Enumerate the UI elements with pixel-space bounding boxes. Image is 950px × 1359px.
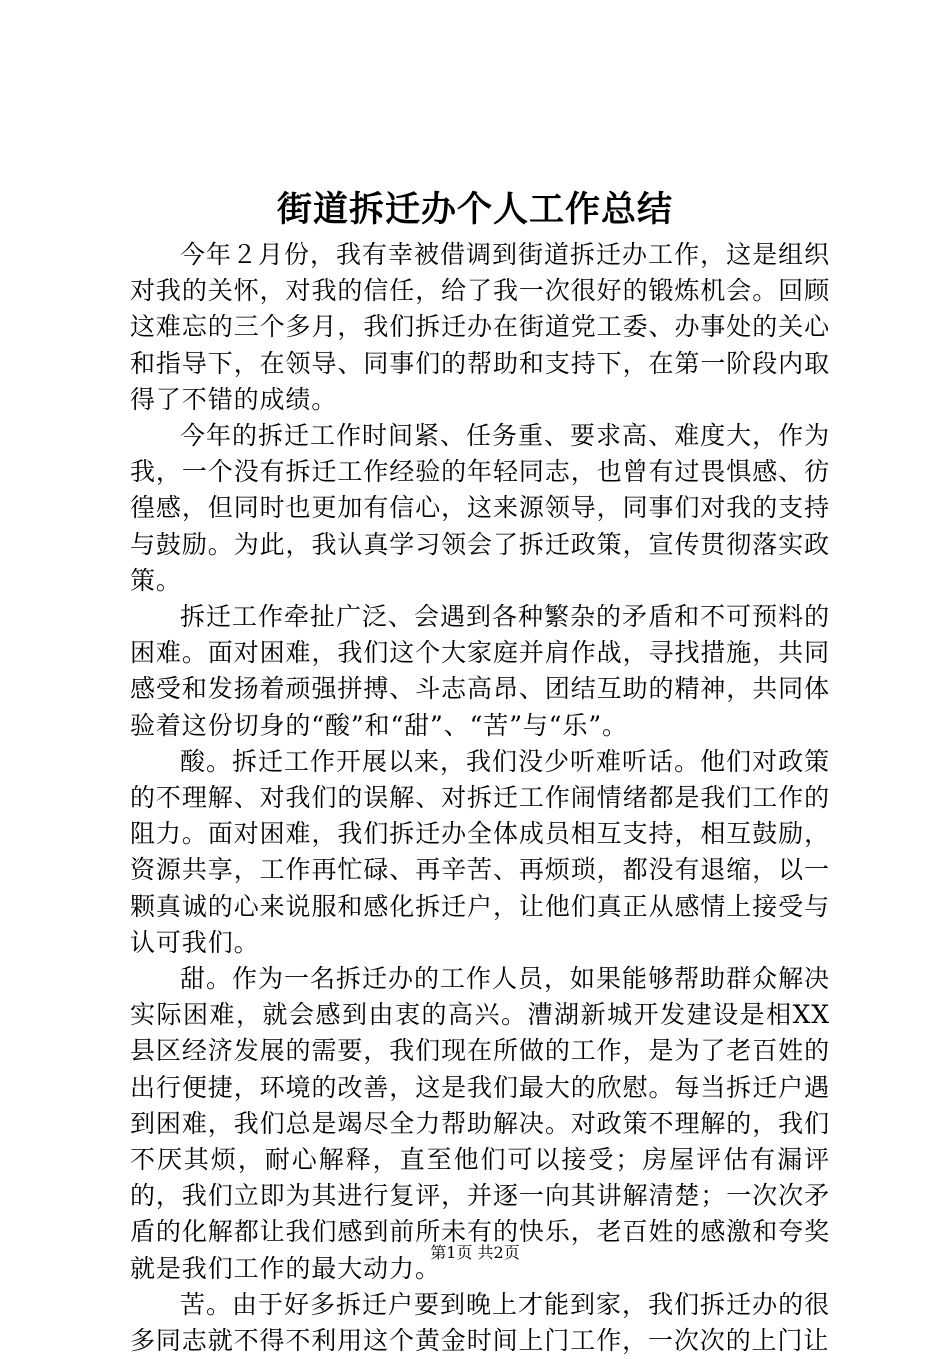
document-body: [130, 237, 830, 1359]
paragraph: 今年２月份，我有幸被借调到街道拆迁办工作，这是组织对我的关怀，对我的信任，给了我一次很好的锻炼机会。回顾这难忘的三个多月，我们拆迁办在街道党工委、办事处的关心和指导下，在领导、同事们的帮助和支持下，在第一阶段内取得了不错的成绩。: [130, 240, 830, 414]
paragraph: 拆迁工作牵扯广泛、会遇到各种繁杂的矛盾和不可预料的困难。面对困难，我们这个大家庭并肩作战，寻找措施，共同感受和发扬着顽强拼搏、斗志高昂、团结互助的精神，共同体验着这份切身的“酸”和“甜”、“苦”与“乐”。: [130, 602, 830, 740]
paragraph: 甜。作为一名拆迁办的工作人员，如果能够帮助群众解决实际困难，就会感到由衷的高兴。漕湖新城开发建设是相XX县区经济发展的需要，我们现在所做的工作，是为了老百姓的出行便捷，环境的改善，这是我们最大的欣慰。每当拆迁户遇到困难，我们总是竭尽全力帮助解决。对政策不理解的，我们不厌其烦，耐心解释，直至他们可以接受；房屋评估有漏评的，我们立即为其进行复评，并逐一向其讲解清楚；一次次矛盾的化解都让我们感到前所未有的快乐，老百姓的感激和夸奖就是我们工作的最大动力。: [130, 964, 830, 1283]
page-footer: 第1页 共2页: [430, 1243, 520, 1262]
paragraph: 酸。拆迁工作开展以来，我们没少听难听话。他们对政策的不理解、对我们的误解、对拆迁工作闹情绪都是我们工作的阻力。面对困难，我们拆迁办全体成员相互支持，相互鼓励，资源共享，工作再忙碌、再辛苦、再烦琐，都没有退缩，以一颗真诚的心来说服和感化拆迁户，让他们真正从感情上接受与认可我们。: [130, 746, 830, 957]
paragraph: 今年的拆迁工作时间紧、任务重、要求高、难度大，作为我，一个没有拆迁工作经验的年轻同志，也曾有过畏惧感、彷徨感，但同时也更加有信心，这来源领导，同事们对我的支持与鼓励。为此，我认真学习领会了拆迁政策，宣传贯彻落实政策。: [130, 421, 830, 595]
document-title: 街道拆迁办个人工作总结: [276, 189, 673, 230]
paragraph: 苦。由于好多拆迁户要到晚上才能到家，我们拆迁办的很多同志就不得不利用这个黄金时间上门工作，一次次的上门让: [130, 1289, 830, 1356]
